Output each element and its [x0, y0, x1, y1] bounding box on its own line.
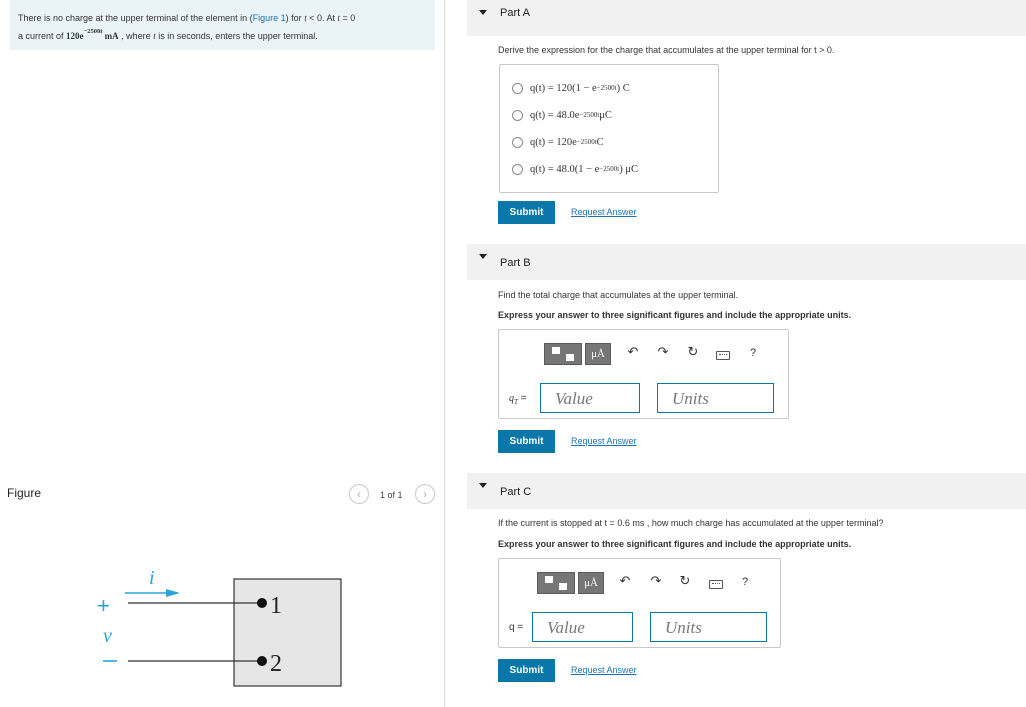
part-b-instruction: Express your answer to three significant figures and include the appropriate units.	[498, 310, 852, 320]
part-c-header[interactable]	[467, 473, 1026, 509]
collapse-triangle-icon[interactable]	[479, 10, 487, 15]
part-c-units-input[interactable]: Units	[650, 612, 767, 642]
units-button[interactable]: μÅ	[578, 572, 604, 594]
part-b-title: Part B	[500, 257, 531, 269]
part-c-variable-label: q =	[509, 622, 524, 633]
choice-3[interactable]: q(t) = 120e −2500t C	[512, 134, 604, 150]
part-b-request-answer-link[interactable]: Request Answer	[571, 436, 637, 446]
part-a-choices	[499, 64, 719, 193]
figure-link[interactable]: Figure 1	[252, 13, 286, 23]
part-b-answer-box	[498, 329, 789, 419]
radio-button[interactable]	[512, 83, 523, 94]
figure-page-count: 1 of 1	[380, 490, 403, 500]
part-c-submit-button[interactable]: Submit	[498, 659, 555, 682]
part-c-value-input[interactable]: Value	[532, 612, 633, 642]
current-expression: $120e^{-2500t}$ mA	[66, 28, 119, 41]
terminal-2-dot	[257, 656, 267, 666]
templates-icon[interactable]	[537, 572, 575, 594]
current-label: i	[149, 567, 155, 589]
chevron-right-icon[interactable]: ›	[415, 484, 435, 504]
radio-button[interactable]	[512, 110, 523, 121]
collapse-triangle-icon[interactable]	[479, 483, 487, 488]
part-a-header[interactable]	[467, 0, 1026, 36]
choice-2[interactable]: q(t) = 48.0e −2500t μC	[512, 107, 612, 123]
part-a-request-answer-link[interactable]: Request Answer	[571, 207, 637, 217]
choice-4[interactable]: q(t) = 48.0(1 − e −2500t ) μC	[512, 161, 638, 177]
part-b-variable-label: $q_T$ =	[509, 393, 527, 406]
element-box	[234, 579, 341, 686]
part-a-title: Part A	[500, 7, 530, 19]
part-a-submit-button[interactable]: Submit	[498, 201, 555, 224]
voltage-label: v	[103, 625, 112, 647]
help-icon[interactable]: ?	[749, 347, 757, 359]
panel-divider	[444, 0, 445, 707]
part-c-prompt: If the current is stopped at t = 0.6 ms , how much charge has accumulated at the upper terminal?	[498, 518, 884, 528]
part-b-header[interactable]	[467, 244, 1026, 280]
plus-sign: +	[97, 593, 110, 618]
choice-1[interactable]: q(t) = 120(1 − e −2500t ) C	[512, 80, 630, 96]
part-a-prompt: Derive the expression for the charge that accumulates at the upper terminal for t > 0.	[498, 45, 835, 55]
radio-button[interactable]	[512, 164, 523, 175]
part-b-units-input[interactable]: Units	[657, 383, 774, 413]
templates-icon[interactable]	[544, 343, 582, 365]
collapse-triangle-icon[interactable]	[479, 254, 487, 259]
redo-icon[interactable]: ↷	[657, 344, 669, 359]
terminal-2-label: 2	[270, 651, 282, 677]
intro-text: There is no charge at the upper terminal of the element in (	[18, 13, 253, 23]
help-icon[interactable]: ?	[741, 576, 749, 588]
part-b-value-input[interactable]: Value	[540, 383, 640, 413]
part-c-title: Part C	[500, 486, 532, 498]
terminal-1-dot	[257, 598, 267, 608]
chevron-left-icon[interactable]: ‹	[349, 484, 369, 504]
part-b-prompt: Find the total charge that accumulates at the upper terminal.	[498, 290, 739, 300]
undo-icon[interactable]: ↶	[619, 573, 631, 588]
part-c-request-answer-link[interactable]: Request Answer	[571, 665, 637, 675]
terminal-1-label: 1	[270, 593, 282, 619]
figure-label: Figure	[7, 486, 42, 500]
undo-icon[interactable]: ↶	[627, 344, 639, 359]
current-arrow-head	[166, 589, 180, 597]
reset-icon[interactable]: ↻	[679, 573, 691, 588]
part-c-instruction: Express your answer to three significant figures and include the appropriate units.	[498, 539, 852, 549]
keyboard-icon[interactable]	[716, 351, 730, 360]
redo-icon[interactable]: ↷	[650, 573, 662, 588]
circuit-figure	[0, 540, 444, 707]
problem-statement: There is no charge at the upper terminal of the element in (Figure 1) for t < 0. At t = 0 a current of $120e^{-2500t}$ mA , where t is in seconds, enters the upper terminal.	[10, 0, 435, 50]
units-button[interactable]: μÅ	[585, 343, 611, 365]
part-c-answer-box	[498, 558, 781, 648]
reset-icon[interactable]: ↻	[687, 344, 699, 359]
radio-button[interactable]	[512, 137, 523, 148]
keyboard-icon[interactable]	[709, 580, 723, 589]
part-b-submit-button[interactable]: Submit	[498, 430, 555, 453]
